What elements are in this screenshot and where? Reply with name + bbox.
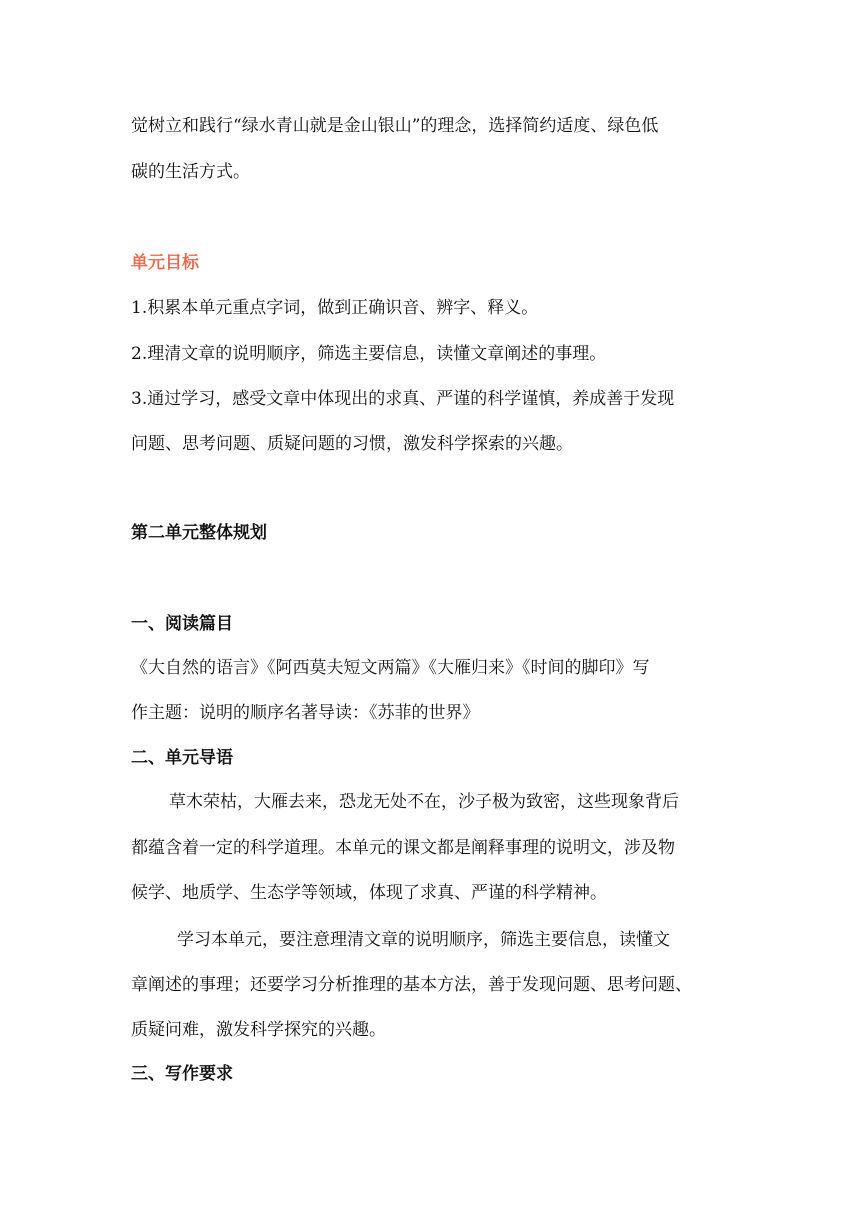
reading-line-1: 《大自然的语言》《阿西莫夫短文两篇》《大雁归来》《时间的脚印》写 [131, 658, 650, 678]
reading-line-2: 作主题：说明的顺序名著导读：《苏菲的世界》 [131, 703, 480, 723]
reading-heading: 一、阅读篇目 [131, 614, 233, 634]
unit-goal-3-line-1: 3.通过学习，感受文章中体现出的求真、严谨的科学谨慎，养成善于发现 [131, 389, 675, 409]
guide-paragraph-2-line-1: 学习本单元，要注意理清文章的说明顺序，筛选主要信息，读懂文 [177, 930, 670, 950]
intro-line-2: 碳的生活方式。 [131, 162, 250, 182]
guide-paragraph-2-line-3: 质疑问难，激发科学探究的兴趣。 [131, 1020, 386, 1040]
unit-plan-title: 第二单元整体规划 [131, 523, 267, 543]
guide-paragraph-1-line-2: 都蕴含着一定的科学道理。本单元的课文都是阐释事理的说明文，涉及物 [131, 838, 675, 858]
writing-heading: 三、写作要求 [131, 1064, 233, 1084]
unit-goal-1: 1.积累本单元重点字词，做到正确识音、辨字、释义。 [131, 298, 539, 318]
unit-goal-3-line-2: 问题、思考问题、质疑问题的习惯，激发科学探索的兴趣。 [131, 434, 573, 454]
intro-line-1: 觉树立和践行“绿水青山就是金山银山”的理念，选择简约适度、绿色低 [131, 116, 659, 136]
guide-paragraph-2-line-2: 章阐述的事理；还要学习分析推理的基本方法，善于发现问题、思考问题、 [131, 975, 692, 995]
guide-heading: 二、单元导语 [131, 748, 233, 768]
unit-goal-2: 2.理清文章的说明顺序，筛选主要信息，读懂文章阐述的事理。 [131, 344, 607, 364]
unit-goals-heading: 单元目标 [131, 253, 199, 273]
guide-paragraph-1-line-1: 草木荣枯，大雁去来，恐龙无处不在，沙子极为致密，这些现象背后 [169, 792, 679, 812]
guide-paragraph-1-line-3: 候学、地质学、生态学等领域，体现了求真、严谨的科学精神。 [131, 883, 607, 903]
